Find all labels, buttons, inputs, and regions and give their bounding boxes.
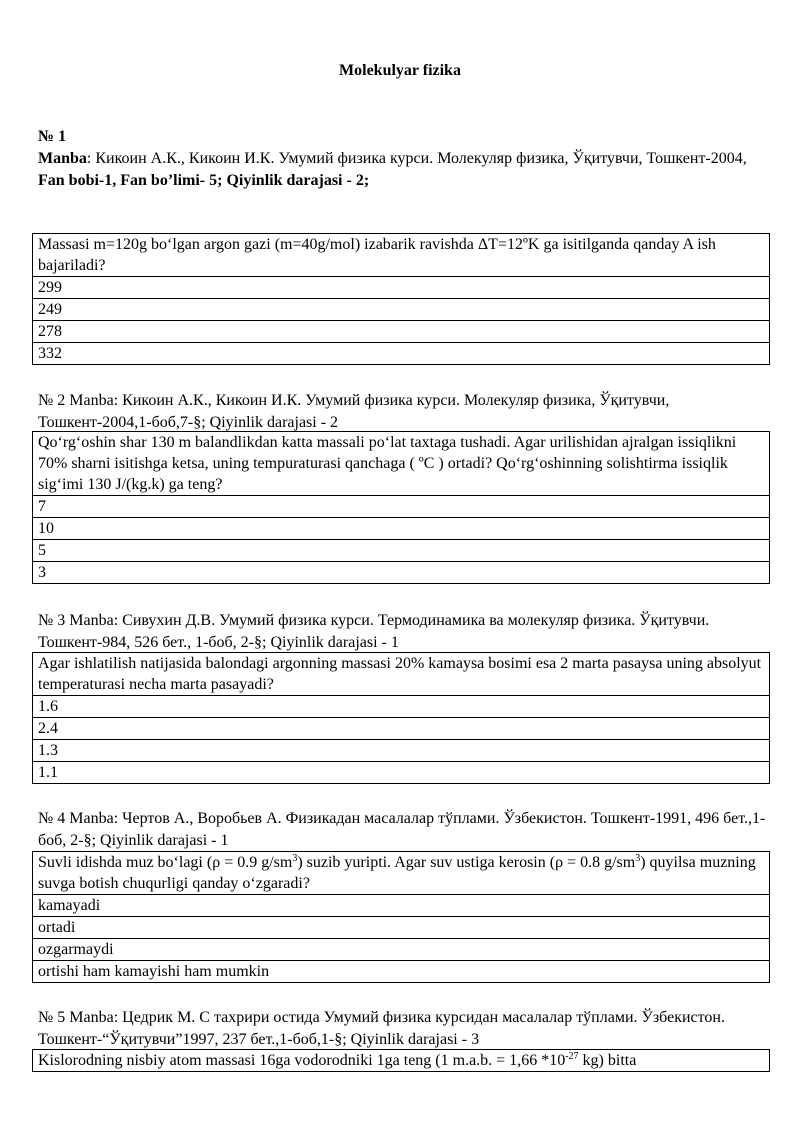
answer-row: [33, 939, 770, 961]
manba-label: Manba: [38, 150, 87, 167]
question-4-source: № 4 Manba: Чертов А., Воробьев А. Физикадан масалалар тўплами. Ўзбекистон. Тошкент-1991, 496 бет.,1-боб, 2-§; Qiyinlik darajasi - 1: [38, 810, 766, 849]
answer-row: [33, 540, 770, 562]
question-text: Agar ishlatilish natijasida balondagi argonning massasi 20% kamaysa bosimi esa 2 marta pasaysa uning absolyut temperaturasi necha marta pasayadi?: [33, 653, 770, 696]
answer-row: [33, 518, 770, 540]
answer-option: 2.4: [33, 718, 770, 740]
question-row: [33, 432, 770, 496]
answer-row: [33, 740, 770, 762]
answer-option: 299: [33, 277, 770, 299]
manba-text: : Кикоин А.К., Кикоин И.К. Умумий физика курси. Молекуляр физика, Ўқитувчи, Тошкент-2004,: [86, 150, 747, 167]
page-title: Molekulyar fizika: [339, 62, 461, 79]
answer-row: [33, 562, 770, 584]
answer-row: [33, 321, 770, 343]
question-2-source: № 2 Manba: Кикоин А.К., Кикоин И.К. Умумий физика курси. Молекуляр физика, Ўқитувчи, Тошкент-2004,1-боб,7-§; Qiyinlik darajasi - 2: [38, 392, 670, 431]
question-row: [33, 852, 770, 895]
question-number: № 1: [38, 128, 67, 145]
answer-row: [33, 762, 770, 784]
answer-option: ortishi ham kamayishi ham mumkin: [33, 961, 770, 983]
answer-row: [33, 299, 770, 321]
question-meta: Fan bobi-1, Fan bo’limi- 5; Qiyinlik darajasi - 2;: [38, 172, 370, 189]
question-5-table: [32, 1049, 770, 1072]
answer-row: [33, 343, 770, 365]
question-text: Massasi m=120g bo‘lgan argon gazi (m=40g/mol) izabarik ravishda ΔT=12ºK ga isitilganda qanday A ish bajariladi?: [33, 234, 770, 277]
answer-row: [33, 961, 770, 983]
answer-option: ortadi: [33, 917, 770, 939]
answer-option: ozgarmaydi: [33, 939, 770, 961]
answer-option: 249: [33, 299, 770, 321]
question-row: [33, 653, 770, 696]
answer-option: 332: [33, 343, 770, 365]
question-1-header: [38, 126, 778, 192]
question-3-source: № 3 Manba: Сивухин Д.В. Умумий физика курси. Термодинамика ва молекуляр физика. Ўқитувчи. Тошкент-984, 526 бет., 1-боб, 2-§; Qiyinlik darajasi - 1: [38, 612, 710, 651]
answer-option: kamayadi: [33, 895, 770, 917]
question-5-source: № 5 Manba: Цедрик М. С тахрири остида Умумий физика курсидан масалалар тўплами. Ўзбекистон. Тошкент-“Ўқитувчи”1997, 237 бет.,1-боб,1-§; Qiyinlik darajasi - 3: [38, 1009, 725, 1048]
question-text: Suvli idishda muz bo‘lagi (ρ = 0.9 $g/sm^3$) suzib yuripti. Agar suv ustiga kerosin (ρ = 0.8 $g/sm^3$) quyilsa muzning suvga botish chuqurligi qanday o‘zgaradi?: [33, 852, 770, 895]
question-text: Kislorodning nisbiy atom massasi 16ga vodorodniki 1ga teng (1 m.a.b. = 1,66 $*10^{-27}$ kg) bitta: [33, 1050, 770, 1072]
question-4-table: [32, 851, 770, 983]
answer-option: 1.6: [33, 696, 770, 718]
answer-option: 7: [33, 496, 770, 518]
answer-option: 1.3: [33, 740, 770, 762]
answer-option: 3: [33, 562, 770, 584]
question-text: Qo‘rg‘oshin shar 130 m balandlikdan katta massali po‘lat taxtaga tushadi. Agar urilishidan ajralgan issiqlikni 70% sharni isitishga ketsa, uning tempuraturasi qanchaga ( ºC ) ortadi? Qo‘rg‘oshinning solishtirma issiqlik sig‘imi 130 J/(kg.k) ga teng?: [33, 432, 770, 496]
question-3-table: [32, 652, 770, 784]
answer-row: [33, 696, 770, 718]
question-1-table: [32, 233, 770, 365]
answer-row: [33, 917, 770, 939]
answer-row: [33, 895, 770, 917]
question-source: [38, 148, 778, 170]
question-row: [33, 234, 770, 277]
answer-option: 1.1: [33, 762, 770, 784]
answer-row: [33, 718, 770, 740]
answer-option: 278: [33, 321, 770, 343]
answer-option: 10: [33, 518, 770, 540]
answer-row: [33, 496, 770, 518]
answer-row: [33, 277, 770, 299]
answer-option: 5: [33, 540, 770, 562]
question-2-table: [32, 431, 770, 584]
question-row: [33, 1050, 770, 1072]
